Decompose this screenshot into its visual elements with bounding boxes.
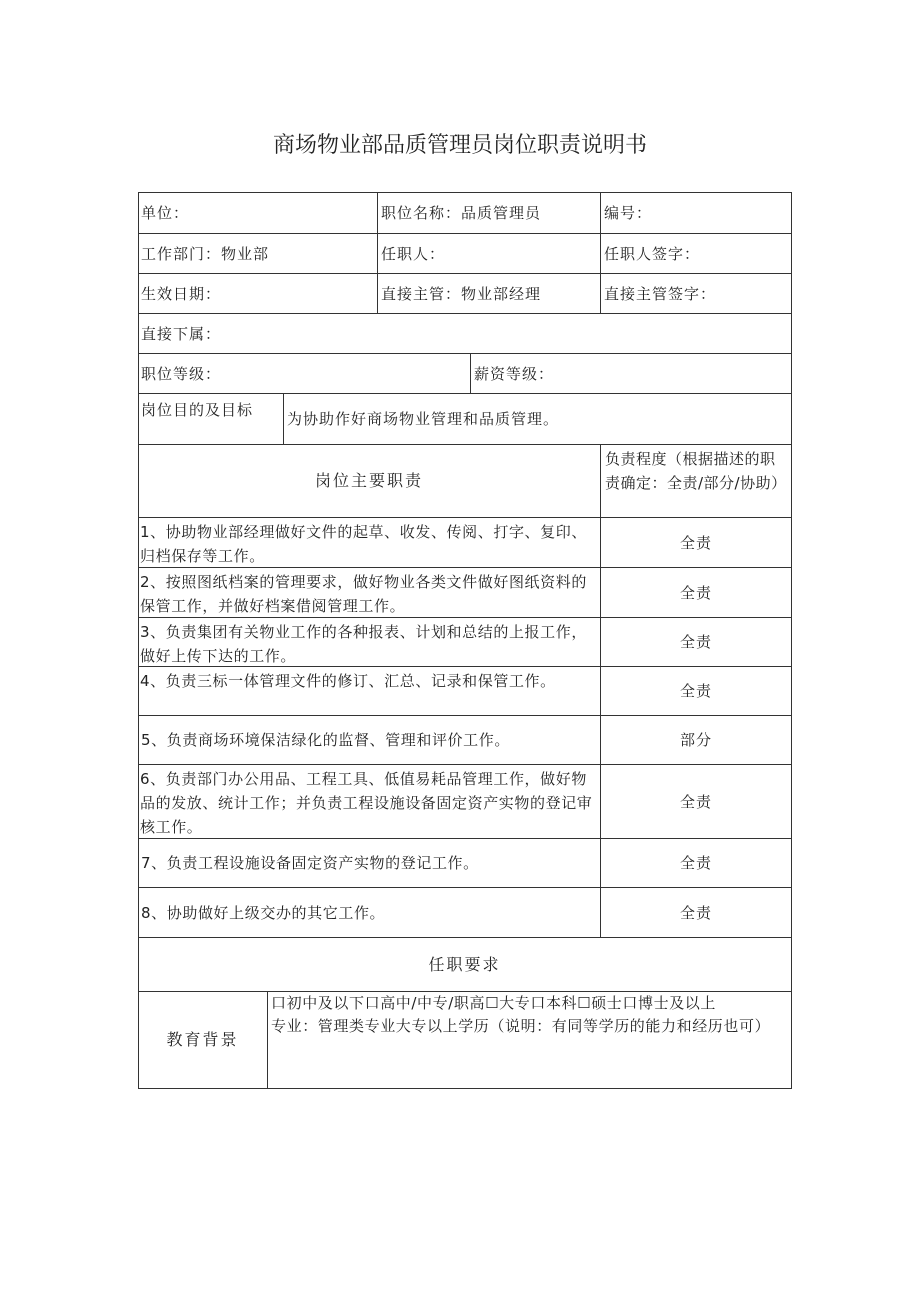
department-field: 工作部门：物业部 xyxy=(138,234,378,274)
education-label: 教育背景 xyxy=(138,992,268,1089)
duty-item-2: 2、按照图纸档案的管理要求，做好物业各类文件做好图纸资料的保管工作，并做好档案借阅管理工作。 xyxy=(138,568,601,618)
salary-grade-field: 薪资等级： xyxy=(471,354,792,394)
unit-field: 单位： xyxy=(138,192,378,234)
holder-signature-field: 任职人签字： xyxy=(601,234,792,274)
education-value xyxy=(268,992,792,1089)
duty-level-6: 全责 xyxy=(601,765,792,839)
subordinates-field: 直接下属： xyxy=(138,314,792,354)
purpose-label: 岗位目的及目标 xyxy=(138,394,284,445)
duty-item-4: 4、负责三标一体管理文件的修订、汇总、记录和保管工作。 xyxy=(138,667,601,716)
education-options: 口初中及以下口高中/中专/职高☐大专口本科☐硕士口博士及以上 xyxy=(271,994,717,1012)
duty-item-3: 3、负责集团有关物业工作的各种报表、计划和总结的上报工作，做好上传下达的工作。 xyxy=(138,618,601,667)
number-field: 编号： xyxy=(601,192,792,234)
supervisor-signature-field: 直接主管签字： xyxy=(601,274,792,314)
duties-header: 岗位主要职责 xyxy=(138,445,601,518)
requirements-header: 任职要求 xyxy=(138,938,792,992)
duty-item-1: 1、协助物业部经理做好文件的起草、收发、传阅、打字、复印、归档保存等工作。 xyxy=(138,518,601,568)
duty-item-5: 5、负责商场环境保洁绿化的监督、管理和评价工作。 xyxy=(138,716,601,765)
duty-item-6: 6、负责部门办公用品、工程工具、低值易耗品管理工作，做好物品的发放、统计工作；并负责工程设施设备固定资产实物的登记审核工作。 xyxy=(138,765,601,839)
duty-level-1: 全责 xyxy=(601,518,792,568)
duty-level-2: 全责 xyxy=(601,568,792,618)
duty-level-4: 全责 xyxy=(601,667,792,716)
duty-level-7: 全责 xyxy=(601,839,792,888)
duty-level-8: 全责 xyxy=(601,888,792,938)
duty-item-7: 7、负责工程设施设备固定资产实物的登记工作。 xyxy=(138,839,601,888)
job-description-table xyxy=(138,192,792,1089)
effective-date-field: 生效日期： xyxy=(138,274,378,314)
page-title: 商场物业部品质管理员岗位职责说明书 xyxy=(272,133,647,158)
responsibility-level-header: 负责程度（根据描述的职责确定：全责/部分/协助） xyxy=(601,445,792,518)
education-major: 专业：管理类专业大专以上学历（说明：有同等学历的能力和经历也可） xyxy=(271,1017,771,1035)
duty-item-8: 8、协助做好上级交办的其它工作。 xyxy=(138,888,601,938)
holder-field: 任职人： xyxy=(378,234,601,274)
supervisor-field: 直接主管：物业部经理 xyxy=(378,274,601,314)
duty-level-5: 部分 xyxy=(601,716,792,765)
job-title-field: 职位名称：品质管理员 xyxy=(378,192,601,234)
duty-level-3: 全责 xyxy=(601,618,792,667)
purpose-value: 为协助作好商场物业管理和品质管理。 xyxy=(284,394,792,445)
position-grade-field: 职位等级： xyxy=(138,354,471,394)
